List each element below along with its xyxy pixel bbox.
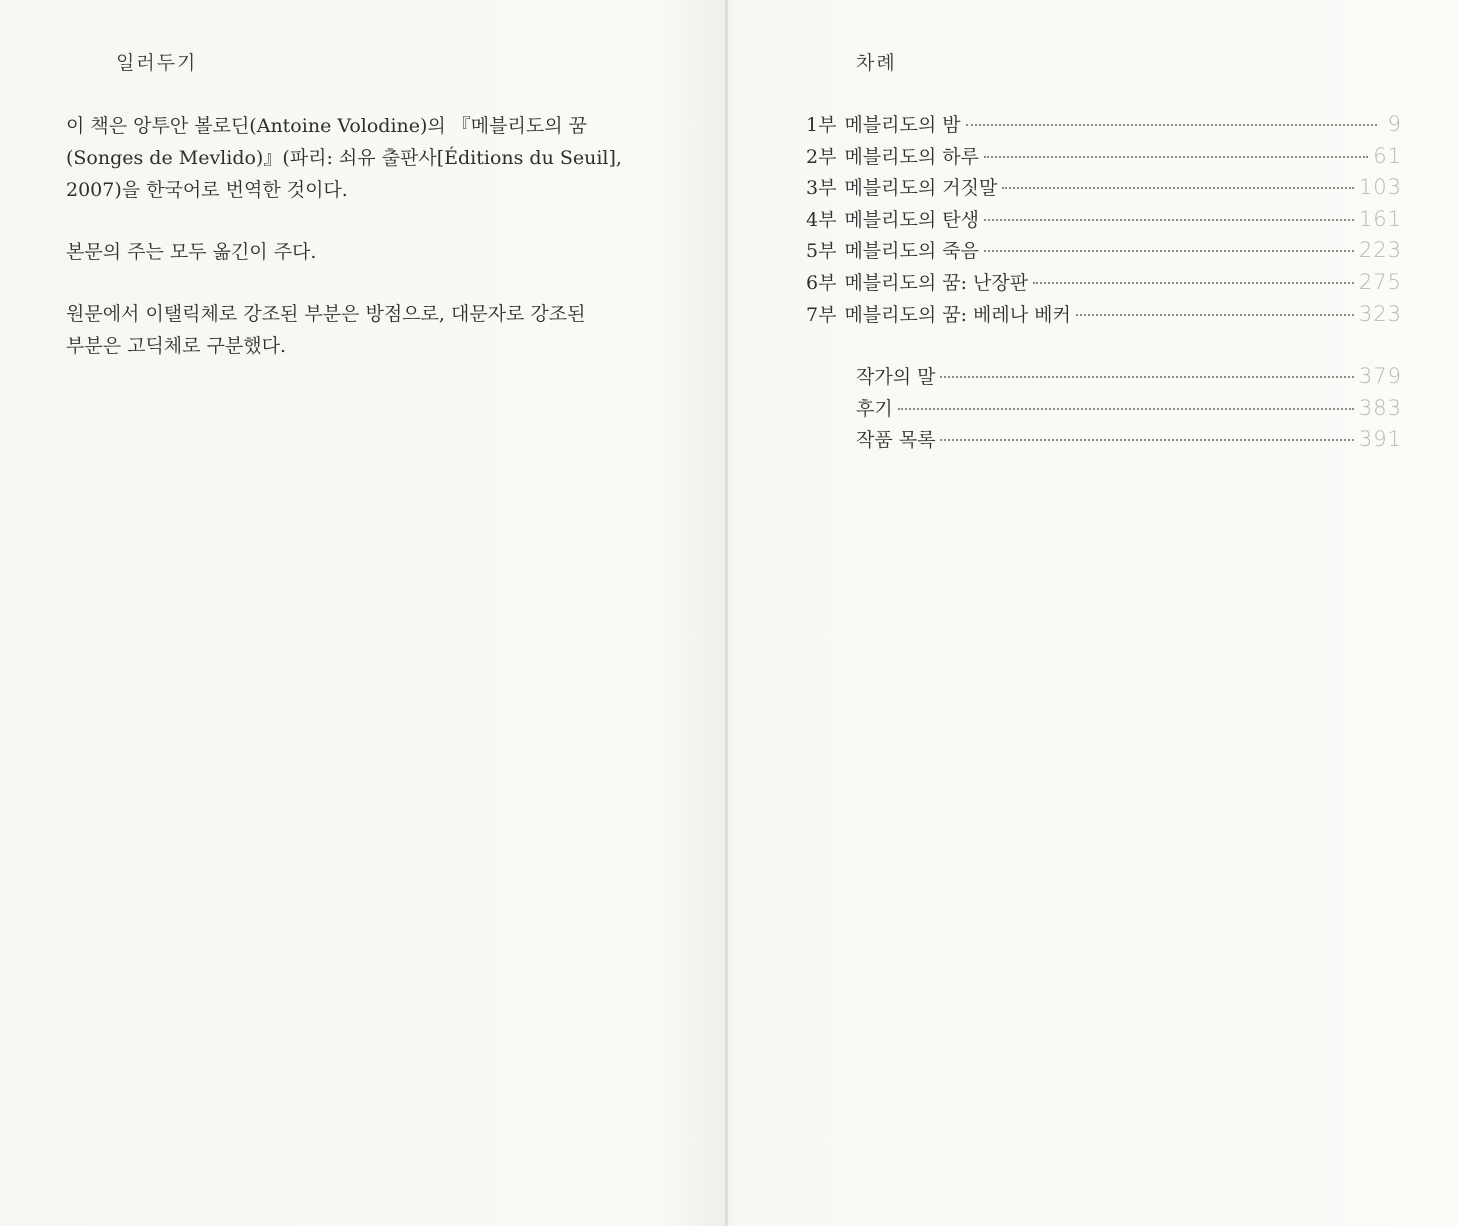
note-paragraph: 원문에서 이탤릭체로 강조된 부분은 방점으로, 대문자로 강조된 부분은 고딕체로 구분했다. [66,303,586,357]
toc-entry-title: 작품 목록 [856,429,936,452]
toc-page-number: 103 [1358,175,1402,200]
toc-entry [806,142,1402,174]
note-paragraph: 본문의 주는 모두 옮긴이 주다. [66,241,317,263]
notes-body [66,110,666,392]
toc-entry-title: 메블리도의 꿈: 베레나 베커 [844,303,1071,326]
dot-leader [966,124,1377,126]
dot-leader [940,439,1353,441]
dot-leader [984,219,1354,221]
toc-entry [806,173,1402,205]
toc-page-number: 383 [1358,395,1402,420]
dot-leader [984,250,1354,252]
toc-entry [806,236,1402,268]
toc-page-number: 161 [1358,206,1402,231]
toc-extras [856,362,1402,457]
toc-entry-title: 작가의 말 [856,366,936,388]
notes-heading: 일러두기 [116,52,198,74]
toc-entry-title: 메블리도의 하루 [844,145,979,168]
note-paragraph: 이 책은 앙투안 볼로딘(Antoine Volodine)의 『메블리도의 꿈 (Songes de Mevlido)』(파리: 쇠유 출판사[Éditions du Seuil], 2007)을 한국어로 번역한 것이다. [66,115,622,201]
toc-entry-title: 메블리도의 거짓말 [844,177,998,200]
toc-page-number: 275 [1358,269,1402,294]
toc-part-number: 3부 [806,177,837,200]
toc-entry [856,425,1402,457]
toc-entry [806,110,1402,142]
toc-entry-title: 후기 [856,397,893,420]
toc-part-number: 2부 [806,145,837,168]
dot-leader [940,376,1353,378]
toc-page-number: 323 [1358,301,1402,326]
left-page [0,0,726,1226]
toc-entry-title: 메블리도의 꿈: 난장판 [844,271,1029,294]
toc-part-number: 7부 [806,303,837,326]
toc-parts [806,110,1402,331]
toc-part-number: 4부 [806,208,837,231]
dot-leader [1002,187,1354,189]
toc-page-number: 391 [1358,427,1402,452]
toc-entry [806,300,1402,332]
toc-entry-title: 메블리도의 탄생 [844,208,979,231]
toc-entry [806,268,1402,300]
toc-entry [856,394,1402,426]
toc-page-number: 61 [1373,143,1402,168]
toc-part-number: 6부 [806,271,837,294]
toc-entry [806,205,1402,237]
toc-entry-title: 메블리도의 죽음 [844,240,979,263]
toc-page-number: 223 [1358,238,1402,263]
toc-part-number: 5부 [806,240,837,263]
toc-part-number: 1부 [806,114,837,136]
toc-page-number: 9 [1387,112,1402,136]
toc-entry [856,362,1402,394]
dot-leader [1076,314,1354,316]
dot-leader [984,156,1368,158]
toc-page-number: 379 [1358,364,1402,388]
contents-heading: 차례 [856,52,897,74]
dot-leader [898,408,1354,410]
right-page [728,0,1458,1226]
dot-leader [1033,282,1354,284]
toc-entry-title: 메블리도의 밤 [844,114,961,136]
